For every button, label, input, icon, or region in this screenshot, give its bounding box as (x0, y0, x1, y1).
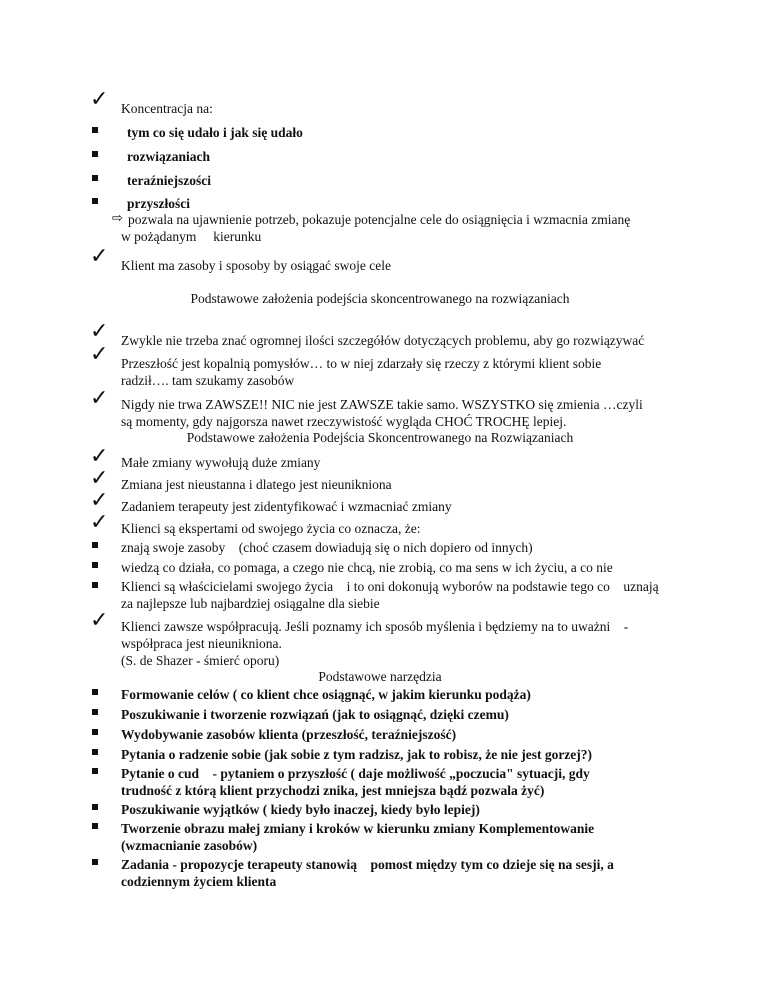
bullet-square-icon (92, 542, 98, 548)
sub-item: Klienci są właścicielami swojego życia i to oni dokonują wyborów na podstawie tego co uznają (121, 579, 659, 594)
checkmark-icon: ✓ (90, 386, 109, 411)
list-item: Małe zmiany wywołują duże zmiany (121, 455, 321, 470)
tool-item: Poszukiwanie wyjątków ( kiedy było inaczej, kiedy było lepiej) (121, 802, 480, 817)
checkmark-icon: ✓ (90, 87, 109, 112)
list-item-cont: współpraca jest nieunikniona. (121, 636, 282, 651)
list-item: Zwykle nie trzeba znać ogromnej ilości szczegółów dotyczących problemu, aby go rozwiązywać (121, 333, 645, 348)
bullet-square-icon (92, 562, 98, 568)
list-item: Zadaniem terapeuty jest zidentyfikować i wzmacniać zmiany (121, 499, 452, 514)
intro-text: Koncentracja na: (121, 101, 213, 116)
tool-item: Pytania o radzenie sobie (jak sobie z tym radzisz, jak to robisz, że nie jest gorzej?) (121, 747, 593, 762)
list-item: Nigdy nie trwa ZAWSZE!! NIC nie jest ZAWSZE takie samo. WSZYSTKO się zmienia …czyli (121, 397, 643, 412)
sub-item: wiedzą co działa, co pomaga, a czego nie chcą, nie zrobią, co ma sens w ich życiu, a co nie (121, 560, 613, 575)
tool-item: Wydobywanie zasobów klienta (przeszłość, teraźniejszość) (121, 727, 457, 742)
bullet-square-icon (92, 823, 98, 829)
list-item: rozwiązaniach (127, 149, 210, 164)
list-item: tym co się udało i jak się udało (127, 125, 303, 140)
checkmark-icon: ✓ (90, 444, 109, 469)
arrow-right-icon: ⇨ (112, 211, 123, 226)
bullet-square-icon (92, 729, 98, 735)
list-item: Klienci zawsze współpracują. Jeśli poznamy ich sposób myślenia i będziemy na to uważni - (121, 619, 629, 634)
bullet-square-icon (92, 151, 98, 157)
list-item-cont: są momenty, gdy najgorsza nawet rzeczywistość wygląda CHOĆ TROCHĘ lepiej. (121, 414, 567, 429)
tool-item: Zadania - propozycje terapeuty stanowią pomost między tym co dzieje się na sesji, a (121, 857, 614, 872)
list-item: przyszłości (127, 196, 190, 211)
tool-item: Tworzenie obrazu małej zmiany i kroków w kierunku zmiany Komplementowanie (121, 821, 595, 836)
tool-item: Pytanie o cud - pytaniem o przyszłość ( daje możliwość „poczucia" sytuacji, gdy (121, 766, 590, 781)
list-item: teraźniejszości (127, 173, 211, 188)
tool-item-cont: codziennym życiem klienta (121, 874, 277, 889)
bullet-square-icon (92, 582, 98, 588)
bullet-square-icon (92, 749, 98, 755)
bullet-square-icon (92, 198, 98, 204)
bullet-square-icon (92, 175, 98, 181)
client-resources-text: Klient ma zasoby i sposoby by osiągać swoje cele (121, 258, 391, 273)
section-heading: Podstawowe założenia Podejścia Skoncentrowanego na Rozwiązaniach (186, 430, 574, 445)
bullet-square-icon (92, 127, 98, 133)
list-item: Zmiana jest nieustanna i dlatego jest nieunikniona (121, 477, 392, 492)
bullet-square-icon (92, 768, 98, 774)
bullet-square-icon (92, 859, 98, 865)
list-item: Przeszłość jest kopalnią pomysłów… to w niej zdarzały się rzeczy z którymi klient sobie (121, 356, 602, 371)
checkmark-icon: ✓ (90, 488, 109, 513)
checkmark-icon: ✓ (90, 342, 109, 367)
tool-item-cont: trudność z którą klient przychodzi znika, jest mniejsza bądź pozwala żyć) (121, 783, 545, 798)
sub-item-cont: za najlepsze lub najbardziej osiągalne dla siebie (121, 596, 380, 611)
checkmark-icon: ✓ (90, 510, 109, 535)
arrow-note-cont: w pożądanym kierunku (121, 229, 262, 244)
tool-item-cont: (wzmacnianie zasobów) (121, 838, 258, 853)
section-heading: Podstawowe założenia podejścia skoncentrowanego na rozwiązaniach (190, 291, 570, 306)
section-heading: Podstawowe narzędzia (318, 669, 442, 684)
arrow-note: pozwala na ujawnienie potrzeb, pokazuje potencjalne cele do osiągnięcia i wzmacnia zmianę (128, 212, 631, 227)
bullet-square-icon (92, 804, 98, 810)
checkmark-icon: ✓ (90, 466, 109, 491)
list-item-cont: (S. de Shazer - śmierć oporu) (121, 653, 280, 668)
sub-item: znają swoje zasoby (choć czasem dowiadują się o nich dopiero od innych) (121, 540, 533, 555)
checkmark-icon: ✓ (90, 319, 109, 344)
list-item: Klienci są ekspertami od swojego życia co oznacza, że: (121, 521, 421, 536)
tool-item: Formowanie celów ( co klient chce osiągnąć, w jakim kierunku podąża) (121, 687, 531, 702)
tool-item: Poszukiwanie i tworzenie rozwiązań (jak to osiągnąć, dzięki czemu) (121, 707, 509, 722)
checkmark-icon: ✓ (90, 608, 109, 633)
checkmark-icon: ✓ (90, 244, 109, 269)
list-item-cont: radził…. tam szukamy zasobów (121, 373, 295, 388)
bullet-square-icon (92, 689, 98, 695)
bullet-square-icon (92, 709, 98, 715)
